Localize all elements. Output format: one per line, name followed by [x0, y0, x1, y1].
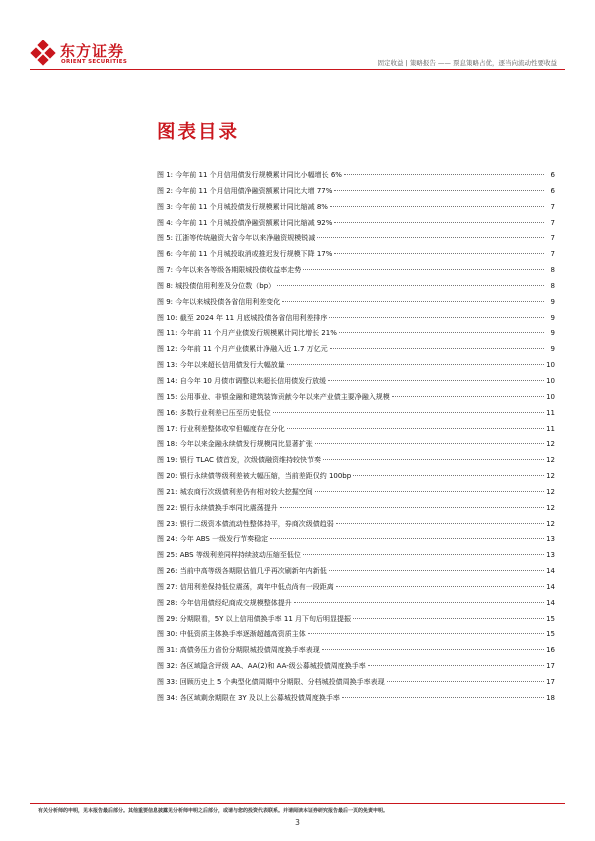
- toc-entry-page[interactable]: 10: [546, 376, 555, 385]
- page-header: [0, 0, 595, 75]
- dot-leader: [368, 655, 544, 666]
- toc-entry-label[interactable]: 图 28: 今年信用债经纪商成交规模整体提升: [157, 598, 292, 607]
- toc-entry-page[interactable]: 8: [550, 266, 555, 275]
- toc-entry-label[interactable]: 图 3: 今年前 11 个月城投债发行规模累计同比缩减 8%: [157, 202, 328, 211]
- dot-leader: [287, 354, 544, 365]
- toc-entry-page[interactable]: 16: [546, 646, 555, 655]
- toc-entry-page[interactable]: 7: [550, 234, 555, 243]
- toc-entry-page[interactable]: 9: [550, 329, 555, 338]
- dot-leader: [330, 338, 544, 349]
- footer-divider: [30, 803, 565, 804]
- dot-leader: [342, 687, 544, 698]
- toc-entry[interactable]: [157, 689, 555, 705]
- toc-entry-label[interactable]: 图 18: 今年以来金融永续债发行规模同比显著扩张: [157, 440, 313, 449]
- toc-entry-page[interactable]: 17: [546, 678, 555, 686]
- toc-entry-label[interactable]: 图 13: 今年以来超长信用债发行大幅放量: [157, 361, 285, 370]
- toc-entry-page[interactable]: 7: [550, 218, 555, 227]
- dot-leader: [339, 322, 544, 333]
- company-name-cn: 东方证券: [60, 42, 125, 60]
- dot-leader: [322, 639, 544, 650]
- dot-leader: [317, 227, 544, 238]
- toc-entry-label[interactable]: 图 14: 自今年 10 月债市调整以来超长信用债发行放缓: [157, 376, 327, 385]
- toc-entry-page[interactable]: 12: [546, 487, 555, 496]
- toc-entry-page[interactable]: 14: [546, 598, 555, 607]
- dot-leader: [282, 291, 544, 302]
- page-number: 3: [295, 818, 300, 827]
- dot-leader: [353, 608, 544, 619]
- toc-entry-page[interactable]: 10: [546, 361, 555, 370]
- figure-list: [157, 166, 555, 705]
- dot-leader: [329, 560, 544, 571]
- header-divider: [30, 69, 565, 70]
- dot-leader: [387, 671, 544, 682]
- toc-entry-page[interactable]: 13: [546, 551, 555, 560]
- dot-leader: [303, 259, 544, 270]
- toc-entry-page[interactable]: 17: [546, 662, 555, 671]
- toc-entry-page[interactable]: 15: [546, 630, 555, 639]
- toc-entry-page[interactable]: 6: [550, 186, 555, 195]
- dot-leader: [287, 418, 544, 429]
- toc-entry-label[interactable]: 图 8: 城投债信用利差及分位数（bp）: [157, 281, 276, 290]
- toc-entry-label[interactable]: 图 24: 今年 ABS 一级发行节奏稳定: [157, 535, 269, 544]
- dot-leader: [280, 497, 544, 508]
- toc-entry-label[interactable]: 图 25: ABS 等级利差同样持续波动压缩至低位: [157, 551, 301, 560]
- toc-entry-page[interactable]: 6: [550, 171, 555, 179]
- dot-leader: [294, 592, 544, 603]
- toc-entry-page[interactable]: 9: [550, 345, 555, 354]
- toc-entry-label[interactable]: 图 21: 城农商行次级债利差仍有相对较大挖掘空间: [157, 487, 313, 496]
- toc-entry-label[interactable]: 图 7: 今年以来各等级各期限城投债收益率走势: [157, 266, 302, 275]
- dot-leader: [315, 433, 544, 444]
- toc-entry-label[interactable]: 图 2: 今年前 11 个月信用债净融资额累计同比大增 77%: [157, 186, 333, 195]
- toc-entry-page[interactable]: 9: [550, 297, 555, 306]
- report-category: 固定收益 | 策略报告 —— 票息策略占优，逐当向流动性要收益: [377, 59, 557, 67]
- toc-entry-label[interactable]: 图 10: 截至 2024 年 11 月底城投债各省信用利差排序: [157, 313, 328, 322]
- dot-leader: [328, 370, 544, 381]
- toc-entry-label[interactable]: 图 29: 分期限看，5Y 以上信用债换手率 11 月下旬后明显提振: [157, 614, 352, 623]
- dot-leader: [273, 402, 544, 413]
- toc-entry-page[interactable]: 18: [546, 693, 555, 702]
- toc-entry-page[interactable]: 9: [550, 313, 555, 322]
- toc-entry-page[interactable]: 12: [546, 440, 555, 449]
- toc-entry-page[interactable]: 15: [546, 614, 555, 623]
- dot-leader: [334, 212, 544, 223]
- toc-entry-label[interactable]: 图 34: 各区域剩余期限在 3Y 及以上公募城投债周度换手率: [157, 693, 340, 702]
- toc-entry-page[interactable]: 11: [546, 408, 555, 417]
- toc-entry-label[interactable]: 图 26: 当前中高等级各期限估值几乎再次刷新年内新低: [157, 567, 327, 576]
- disclaimer-text: 有关分析师的申明，见本报告最后部分。其他重要信息披露见分析师申明之后部分，或请与您的投资代表联系。并请阅读本证券研究报告最后一页的免责申明。: [38, 808, 389, 814]
- company-logo: [30, 38, 160, 68]
- toc-entry-page[interactable]: 12: [546, 519, 555, 528]
- dot-leader: [392, 386, 544, 397]
- orient-securities-logo-icon: [30, 40, 56, 66]
- toc-entry-page[interactable]: 12: [546, 503, 555, 512]
- dot-leader: [315, 481, 544, 492]
- toc-entry-label[interactable]: 图 16: 多数行业利差已压至历史低位: [157, 408, 271, 417]
- toc-entry-label[interactable]: 图 30: 中低资质主体换手率逐渐超越高资质主体: [157, 630, 306, 639]
- toc-entry-label[interactable]: 图 23: 银行二级资本债流动性整体持平，券商次级债趋弱: [157, 519, 334, 528]
- toc-entry-label[interactable]: 图 19: 银行 TLAC 债首发，次级债融资维持较快节奏: [157, 456, 322, 465]
- toc-entry-label[interactable]: 图 27: 信用利差保持低位震荡，离年中低点尚有一段距离: [157, 582, 334, 591]
- toc-entry-label[interactable]: 图 12: 今年前 11 个月产业债累计净融入近 1.7 万亿元: [157, 345, 328, 354]
- toc-entry-label[interactable]: 图 5: 江浙等传统融资大省今年以来净融资规模锐减: [157, 234, 316, 243]
- toc-entry-label[interactable]: 图 6: 今年前 11 个月城投取消或推迟发行规模下降 17%: [157, 250, 333, 259]
- dot-leader: [303, 544, 544, 555]
- toc-entry-label[interactable]: 图 4: 今年前 11 个月城投债净融资额累计同比缩减 92%: [157, 218, 333, 227]
- toc-entry-label[interactable]: 图 9: 今年以来城投债各省信用利差变化: [157, 297, 281, 306]
- toc-entry-page[interactable]: 12: [546, 472, 555, 481]
- dot-leader: [329, 307, 544, 318]
- dot-leader: [277, 275, 544, 286]
- dot-leader: [323, 449, 544, 460]
- toc-entry-label[interactable]: 图 17: 行业利差整体收窄但幅度存在分化: [157, 424, 285, 433]
- toc-entry-page[interactable]: 10: [546, 392, 555, 401]
- dot-leader: [330, 196, 544, 207]
- toc-entry-label[interactable]: 图 31: 高债务压力省份分期限城投债周度换手率表现: [157, 646, 320, 655]
- toc-entry-page[interactable]: 14: [546, 582, 555, 591]
- dot-leader: [353, 465, 544, 476]
- toc-entry-page[interactable]: 7: [550, 250, 555, 259]
- toc-entry-page[interactable]: 13: [546, 535, 555, 544]
- toc-entry-label[interactable]: 图 15: 公用事业、非银金融和建筑装饰贡献今年以来产业债主要净融入规模: [157, 392, 390, 401]
- toc-entry-page[interactable]: 14: [546, 567, 555, 576]
- toc-entry-page[interactable]: 7: [550, 202, 555, 211]
- toc-entry-label[interactable]: 图 22: 银行永续债换手率同比震荡提升: [157, 503, 278, 512]
- company-name-en: ORIENT SECURITIES: [61, 59, 128, 65]
- toc-entry-label[interactable]: 图 33: 回顾历史上 5 个典型化债周期中分期限、分档城投债周换手率表现: [157, 678, 385, 686]
- toc-entry-page[interactable]: 11: [546, 424, 555, 433]
- dot-leader: [308, 623, 544, 634]
- toc-entry-label[interactable]: 图 11: 今年前 11 个月产业债发行规模累计同比增长 21%: [157, 329, 337, 338]
- toc-entry-page[interactable]: 12: [546, 456, 555, 465]
- dot-leader: [344, 164, 544, 175]
- toc-entry-label[interactable]: 图 20: 银行永续债等级利差被大幅压缩，当前差距仅约 100bp: [157, 472, 352, 481]
- dot-leader: [334, 243, 544, 254]
- dot-leader: [336, 576, 544, 587]
- page-title: 图表目录: [157, 122, 240, 143]
- dot-leader: [334, 180, 544, 191]
- dot-leader: [270, 528, 544, 539]
- dot-leader: [336, 513, 544, 524]
- toc-entry-label[interactable]: 图 32: 各区域隐含评级 AA、AA(2)和 AA-级公募城投债周度换手率: [157, 662, 366, 671]
- toc-entry-page[interactable]: 8: [550, 281, 555, 290]
- toc-entry-label[interactable]: 图 1: 今年前 11 个月信用债发行规模累计同比小幅增长 6%: [157, 171, 342, 179]
